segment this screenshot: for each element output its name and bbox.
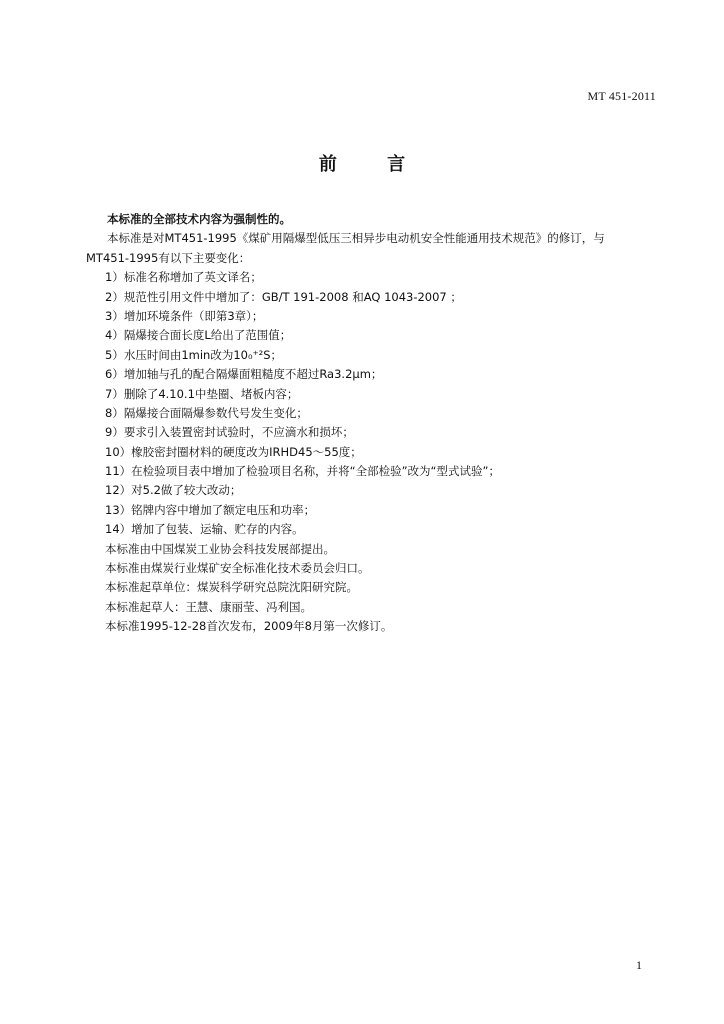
- change-item: 3）增加环境条件（即第3章）；: [105, 308, 264, 323]
- drafting-unit-statement: 本标准起草单位：煤炭科学研究总院沈阳研究院。: [105, 580, 358, 595]
- intro-paragraph-continuation: MT451-1995有以下主要变化：: [86, 250, 251, 265]
- page-number: 1: [636, 958, 642, 972]
- change-item: 11）在检验项目表中增加了检验项目名称，并将“全部检验”改为“型式试验”；: [105, 464, 500, 479]
- change-item: 5）水压时间由1min改为10₀⁺²S；: [105, 347, 283, 362]
- page-title: 前 言: [318, 154, 428, 175]
- change-item: 7）删除了4.10.1中垫圈、堵板内容；: [105, 386, 299, 401]
- change-item: 2）规范性引用文件中增加了：GB/T 191-2008 和AQ 1043-2007 ；: [105, 289, 462, 304]
- change-item: 13）铭牌内容中增加了额定电压和功率；: [105, 502, 316, 517]
- document-body: [88, 210, 668, 637]
- change-item: 14）增加了包装、运输、贮存的内容。: [105, 522, 304, 537]
- drafters-statement: 本标准起草人：王慧、康丽莹、冯利国。: [105, 599, 312, 614]
- change-item: 9）要求引入装置密封试验时，不应滴水和损坏；: [105, 425, 354, 440]
- change-item: 8）隔爆接合面隔爆参数代号发生变化；: [105, 405, 308, 420]
- standard-number: MT 451-2011: [587, 89, 656, 103]
- change-item: 1）标准名称增加了英文译名；: [105, 270, 262, 285]
- centralized-unit-statement: 本标准由煤炭行业煤矿安全标准化技术委员会归口。: [105, 561, 370, 576]
- release-history-statement: 本标准1995-12-28首次发布，2009年8月第一次修订。: [105, 619, 393, 634]
- change-item: 10）橡胶密封圈材料的硬度改为IRHD45～55度；: [105, 444, 362, 459]
- proposer-statement: 本标准由中国煤炭工业协会科技发展部提出。: [105, 541, 335, 556]
- change-item: 4）隔爆接合面长度L给出了范围值；: [105, 328, 292, 343]
- change-item: 12）对5.2做了较大改动；: [105, 483, 242, 498]
- change-item: 6）增加轴与孔的配合隔爆面粗糙度不超过Ra3.2μm；: [105, 367, 383, 382]
- mandatory-statement: 本标准的全部技术内容为强制性的。: [107, 212, 291, 226]
- intro-paragraph: 本标准是对MT451-1995《煤矿用隔爆型低压三相异步电动机安全性能通用技术规范》的修订，与: [107, 231, 605, 246]
